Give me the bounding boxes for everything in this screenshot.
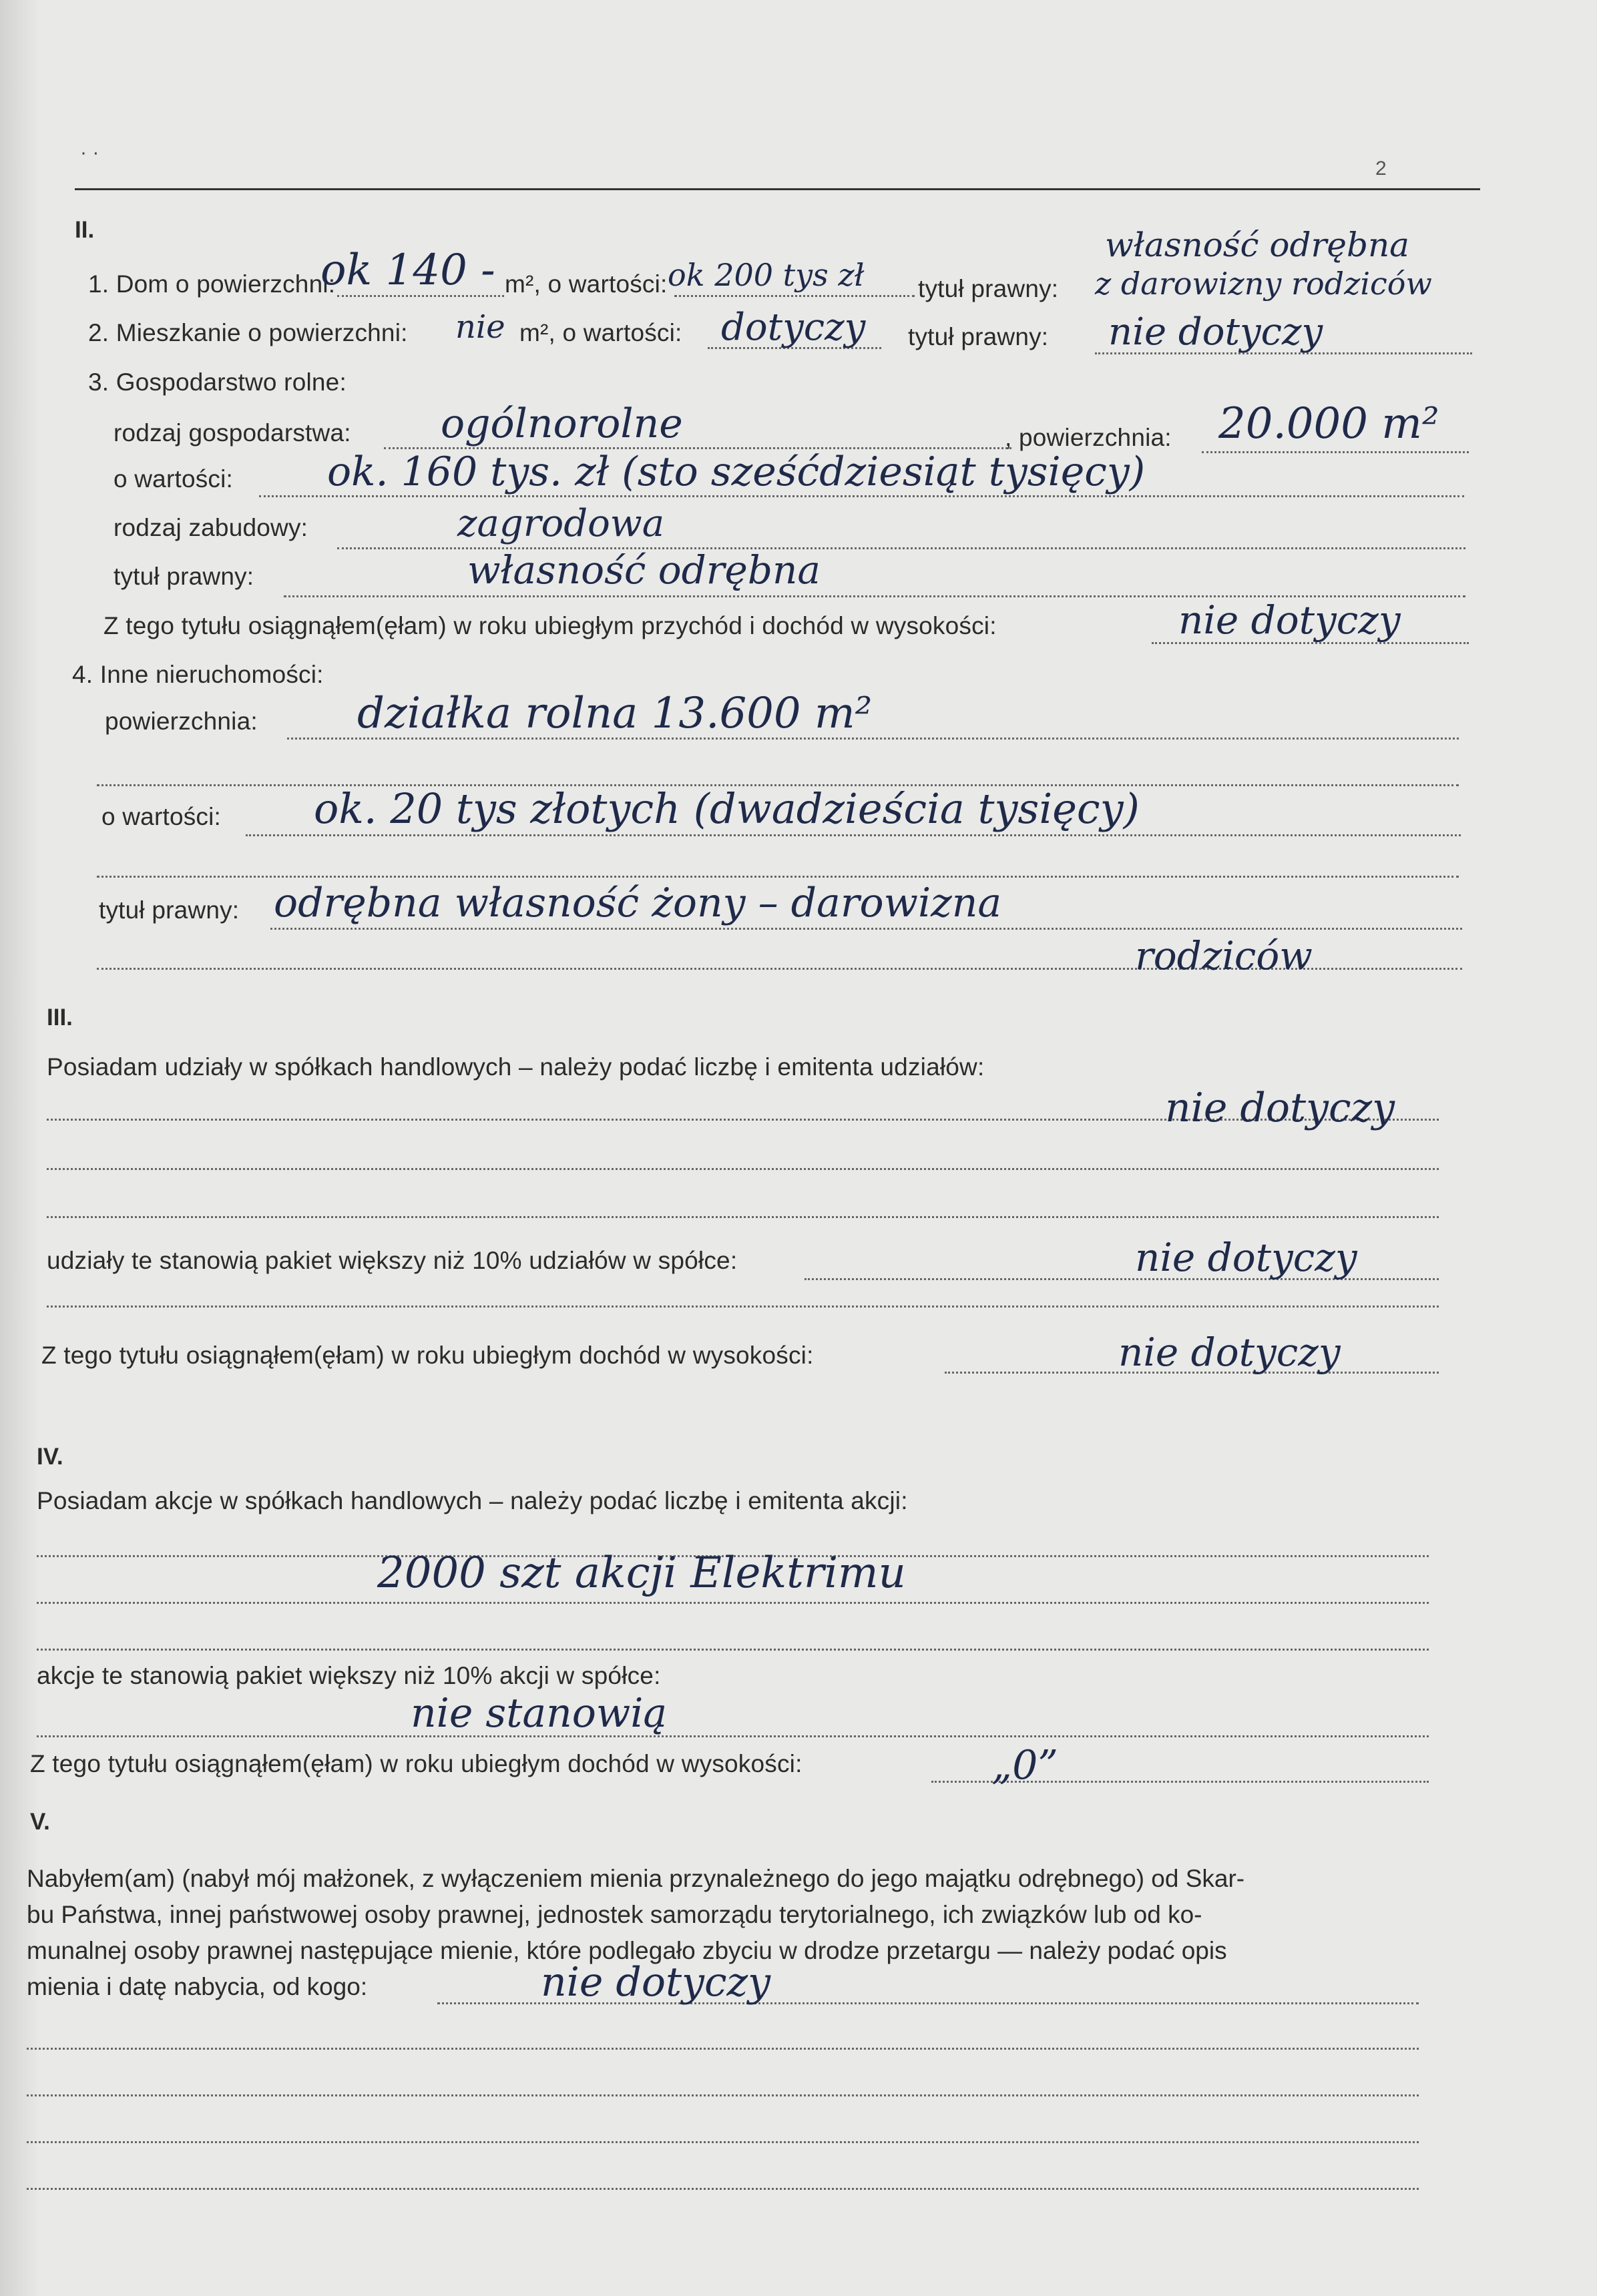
akcje-line-3 [37, 1649, 1429, 1651]
gospodarstwo-value-handwritten: ok. 160 tys. zł (sto sześćdziesiąt tysięcy) [327, 449, 1146, 495]
akcje-pakiet-line [37, 1735, 1429, 1737]
mieszkanie-m2-label: m², o wartości: [519, 319, 682, 346]
section-ii-heading: II. [75, 217, 95, 243]
nabycie-line-2: bu Państwa, innej państwowej osoby prawnej, jednostek samorządu terytorialnego, ich związków lub od ko- [27, 1901, 1202, 1928]
udzialy-dochod-label: Z tego tytułu osiągnąłem(ęłam) w roku ubiegłym dochód w wysokości: [41, 1342, 814, 1369]
inne-value-handwritten: ok. 20 tys złotych (dwadzieścia tysięcy) [314, 784, 1140, 833]
akcje-line-2 [37, 1602, 1429, 1604]
inne-area-label: powierzchnia: [105, 707, 258, 735]
dom-m2-label: m², o wartości: [505, 270, 668, 298]
nabycie-line-4: mienia i datę nabycia, od kogo: [27, 1973, 368, 2000]
gospodarstwo-type-label: rodzaj gospodarstwa: [113, 419, 351, 447]
dom-title-handwritten-2: z darowizny rodziców [1095, 266, 1432, 302]
inne-title-handwritten-1: odrębna własność żony – darowizna [274, 880, 1002, 926]
akcje-dochod-label: Z tego tytułu osiągnąłem(ęłam) w roku ubiegłym dochód w wysokości: [30, 1750, 803, 1777]
mieszkanie-value-handwritten: dotyczy [721, 306, 866, 349]
nabycie-line-3b [27, 2094, 1419, 2096]
nabycie-line-4b [27, 2141, 1419, 2143]
gospodarstwo-title-handwritten: własność odrębna [467, 547, 821, 593]
gospodarstwo-title-label: tytuł prawny: [113, 563, 254, 590]
udzialy-pakiet-handwritten: nie dotyczy [1135, 1235, 1357, 1280]
page-number: 2 [1375, 158, 1387, 180]
nabycie-handwritten: nie dotyczy [541, 1959, 771, 2006]
dom-label: 1. Dom o powierzchni: [88, 270, 336, 298]
dom-area-line [337, 295, 504, 297]
udzialy-pakiet-line-2 [47, 1306, 1439, 1308]
section-iv-heading: IV. [37, 1444, 63, 1470]
udzialy-line-2 [47, 1168, 1439, 1170]
inne-label: 4. Inne nieruchomości: [72, 661, 324, 688]
gospodarstwo-income-handwritten: nie dotyczy [1178, 597, 1401, 643]
gospodarstwo-income-label: Z tego tytułu osiągnąłem(ęłam) w roku ubiegłym przychód i dochód w wysokości: [103, 612, 997, 639]
gospodarstwo-area-label: , powierzchnia: [1005, 424, 1172, 451]
udzialy-label: Posiadam udziały w spółkach handlowych – należy podać liczbę i emitenta udziałów: [47, 1053, 985, 1081]
nabycie-line-1: Nabyłem(am) (nabył mój małżonek, z wyłączeniem mienia przynależnego do jego majątku odrębnego) od Skar- [27, 1865, 1245, 1892]
inne-area-handwritten: działka rolna 13.600 m² [357, 689, 873, 738]
inne-title-handwritten-2: rodziców [1135, 933, 1313, 978]
akcje-dochod-handwritten: „0” [991, 1742, 1058, 1789]
akcje-pakiet-handwritten: nie stanowią [411, 1690, 668, 1737]
mieszkanie-area-handwritten: nie [455, 308, 505, 346]
dom-value-line [674, 295, 915, 297]
mieszkanie-title-handwritten: nie dotyczy [1108, 310, 1323, 354]
dom-value-handwritten: ok 200 tys zł [668, 257, 865, 293]
dom-title-label: tytuł prawny: [918, 275, 1059, 302]
mieszkanie-label: 2. Mieszkanie o powierzchni: [88, 319, 408, 346]
udzialy-dochod-handwritten: nie dotyczy [1118, 1330, 1341, 1375]
gospodarstwo-value-line [259, 495, 1464, 497]
nabycie-line-3: munalnej osoby prawnej następujące mienie, które podlegało zbyciu w drodze przetargu — należy podać opis [27, 1937, 1227, 1964]
inne-value-line [246, 834, 1461, 836]
nabycie-line-5b [27, 2188, 1419, 2190]
inne-title-label: tytuł prawny: [99, 896, 240, 924]
section-v-heading: V. [30, 1809, 50, 1835]
gospodarstwo-label: 3. Gospodarstwo rolne: [88, 368, 347, 396]
udzialy-pakiet-label: udziały te stanowią pakiet większy niż 10% udziałów w spółce: [47, 1247, 738, 1274]
akcje-pakiet-label: akcje te stanowią pakiet większy niż 10% akcji w spółce: [37, 1662, 661, 1689]
dom-area-handwritten: ok 140 - [320, 246, 495, 295]
gospodarstwo-value-label: o wartości: [113, 465, 234, 493]
akcje-label: Posiadam akcje w spółkach handlowych – należy podać liczbę i emitenta akcji: [37, 1487, 908, 1514]
scan-speck: · · [80, 141, 99, 164]
inne-title-line [270, 928, 1462, 930]
gospodarstwo-buildings-handwritten: zagrodowa [457, 502, 665, 545]
akcje-handwritten: 2000 szt akcji Elektrimu [377, 1548, 906, 1598]
gospodarstwo-area-handwritten: 20.000 m² [1218, 399, 1439, 449]
gospodarstwo-type-handwritten: ogólnorolne [441, 400, 683, 447]
udzialy-line-3 [47, 1216, 1439, 1218]
inne-value-label: o wartości: [101, 803, 222, 830]
mieszkanie-title-label: tytuł prawny: [908, 323, 1049, 350]
inne-value-line-2 [97, 876, 1459, 878]
dom-title-handwritten-1: własność odrębna [1105, 226, 1409, 264]
gospodarstwo-area-line [1202, 451, 1469, 453]
nabycie-line-2b [27, 2048, 1419, 2050]
header-rule [75, 188, 1480, 190]
gospodarstwo-buildings-label: rodzaj zabudowy: [113, 514, 308, 541]
section-iii-heading: III. [47, 1005, 73, 1031]
udzialy-handwritten: nie dotyczy [1165, 1085, 1395, 1131]
